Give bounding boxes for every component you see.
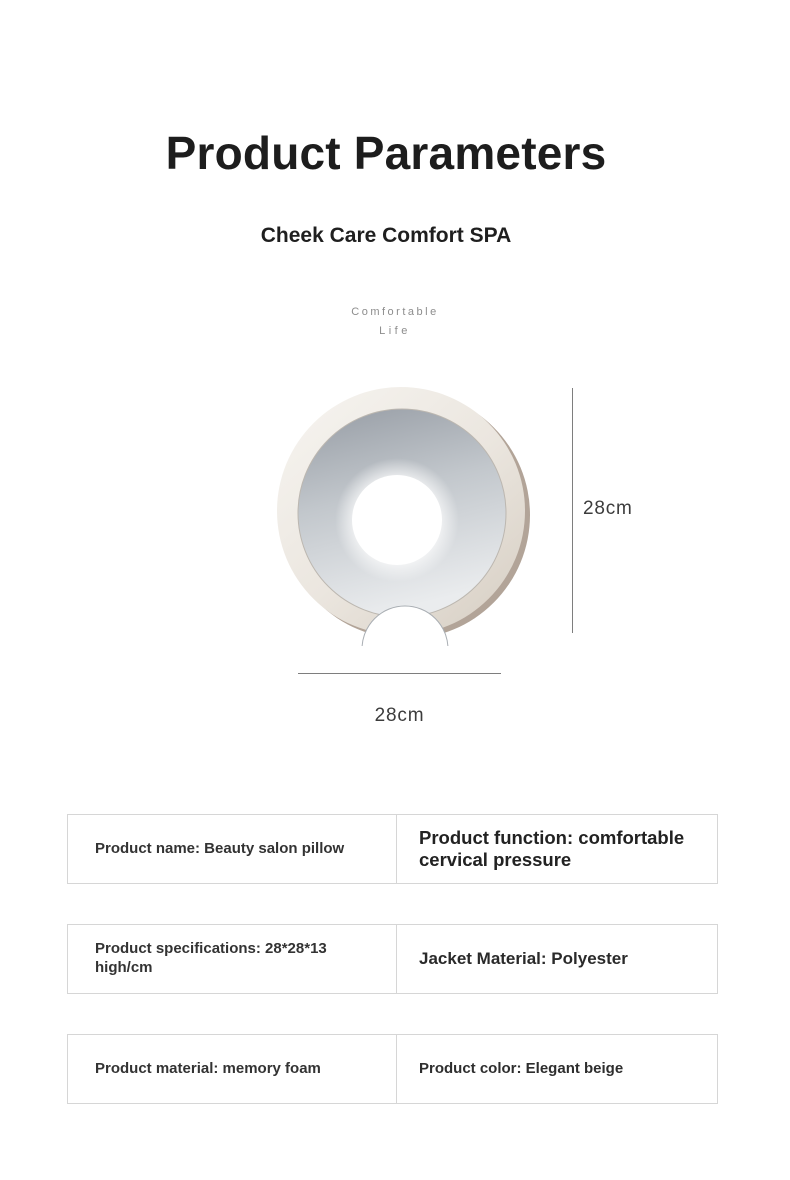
width-dimension-line <box>298 673 501 674</box>
product-subtitle: Cheek Care Comfort SPA <box>260 224 512 247</box>
spec-cell-product-function <box>396 815 717 883</box>
spec-text-product-function: Product function: comfortable cervical pressure <box>419 827 685 870</box>
brand-tagline-line2: Life <box>379 325 411 337</box>
pillow-center-hole <box>352 475 442 565</box>
height-dimension-label: 28cm <box>583 498 633 519</box>
spec-text-product-material: Product material: memory foam <box>95 1059 321 1077</box>
width-dimension-label: 28cm <box>374 705 425 726</box>
spec-text-jacket-material: Jacket Material: Polyester <box>419 949 628 969</box>
page-title: Product Parameters <box>165 127 607 179</box>
spec-cell-jacket-material <box>396 925 717 993</box>
brand-tagline <box>0 303 790 341</box>
spec-cell-product-specifications <box>68 925 396 993</box>
spec-row-1 <box>67 814 718 884</box>
spec-cell-product-material <box>68 1035 396 1103</box>
spec-cell-product-name <box>68 815 396 883</box>
brand-tagline-line1: Comfortable <box>351 306 439 318</box>
spec-cell-product-color <box>396 1035 717 1103</box>
spec-text-product-name: Product name: Beauty salon pillow <box>95 839 345 857</box>
spec-text-product-color: Product color: Elegant beige <box>419 1059 624 1077</box>
spec-row-2 <box>67 924 718 994</box>
spec-row-3 <box>67 1034 718 1104</box>
height-dimension-line <box>572 388 573 633</box>
spec-text-product-specifications: Product specifications: 28*28*13 high/cm <box>95 940 327 976</box>
pillow-product-image <box>276 383 530 646</box>
